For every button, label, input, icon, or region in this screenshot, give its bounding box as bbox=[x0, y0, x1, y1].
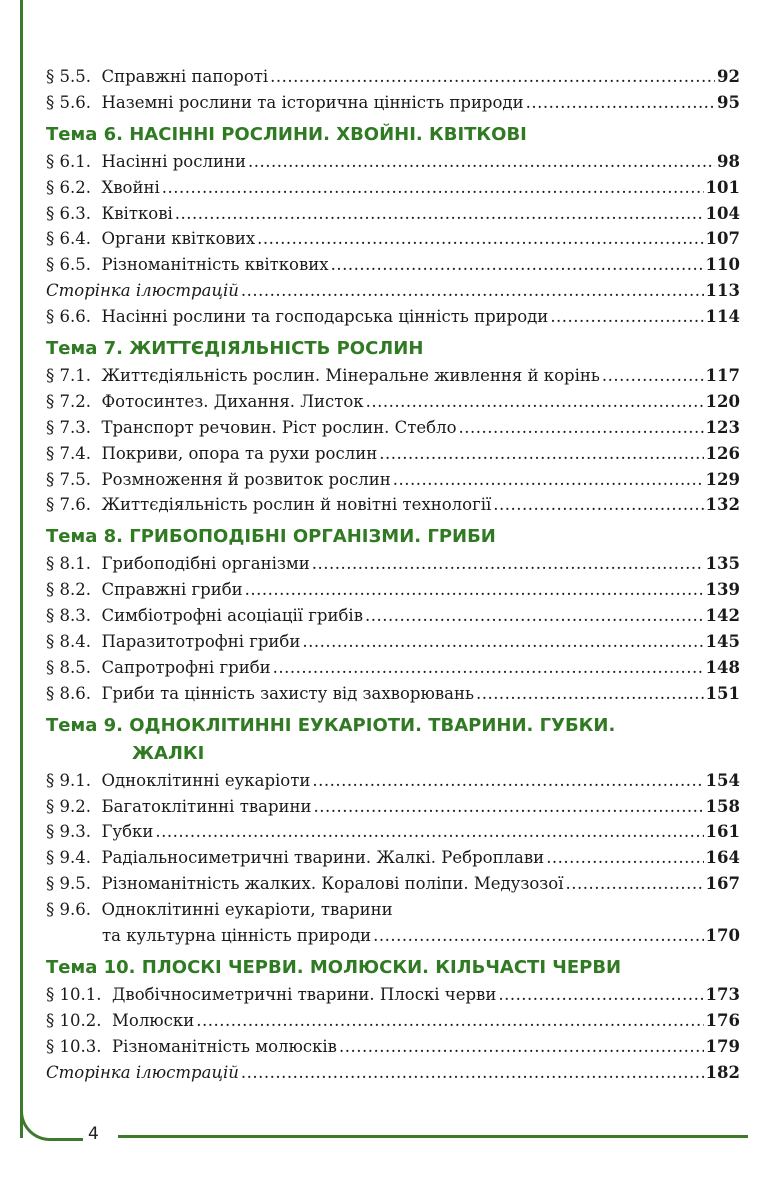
toc-entry-title-text: Одноклітинні еукаріоти, тварини bbox=[101, 900, 393, 920]
section-number: § 8.4. bbox=[46, 632, 91, 652]
dot-leader bbox=[155, 819, 703, 845]
section-number: § 5.6. bbox=[46, 92, 91, 112]
toc-page-number: 158 bbox=[705, 796, 740, 816]
section-number: § 6.4. bbox=[46, 229, 91, 249]
toc-page-number: 179 bbox=[705, 1036, 740, 1056]
section-number: § 7.4. bbox=[46, 443, 91, 463]
dot-leader bbox=[339, 1034, 704, 1060]
dot-leader bbox=[175, 201, 704, 227]
toc-page-number: 142 bbox=[705, 606, 740, 626]
table-of-contents bbox=[46, 64, 740, 1086]
toc-entry-title bbox=[46, 467, 391, 493]
dot-leader bbox=[245, 577, 704, 603]
toc-entry-title bbox=[46, 768, 310, 794]
toc-entry[interactable] bbox=[46, 441, 740, 467]
section-number: § 7.2. bbox=[46, 391, 91, 411]
dot-leader bbox=[248, 149, 715, 175]
section-number: § 8.3. bbox=[46, 606, 91, 626]
dot-leader bbox=[366, 389, 704, 415]
dot-leader bbox=[526, 90, 715, 116]
toc-entry[interactable] bbox=[46, 389, 740, 415]
toc-page-number: 101 bbox=[705, 177, 740, 197]
toc-entry-title-text: Справжні папороті bbox=[101, 67, 269, 86]
toc-page-number: 113 bbox=[705, 281, 740, 301]
toc-entry[interactable] bbox=[46, 226, 740, 252]
section-number: § 8.6. bbox=[46, 683, 91, 703]
toc-entry-title bbox=[46, 492, 491, 518]
toc-entry-title bbox=[46, 389, 364, 415]
toc-entry-title bbox=[46, 681, 474, 707]
topic-heading: Тема 6. НАСІННІ РОСЛИНИ. ХВОЙНІ. КВІТКОВІ bbox=[46, 123, 527, 145]
section-number: § 8.5. bbox=[46, 657, 91, 677]
toc-entry-title-text: Фотосинтез. Дихання. Листок bbox=[101, 391, 364, 411]
dot-leader bbox=[476, 681, 704, 707]
toc-entry-title-text: Радіальносиметричні тварини. Жалкі. Реброплави bbox=[101, 848, 545, 868]
toc-entry-title-text: Різноманітність жалких. Коралові поліпи. Медузозої bbox=[101, 874, 564, 894]
toc-entry-title-text: та культурна цінність природи bbox=[102, 926, 372, 946]
dot-leader bbox=[459, 415, 704, 441]
toc-entry-title-text: Симбіотрофні асоціації грибів bbox=[101, 606, 363, 626]
toc-page-number: 135 bbox=[705, 554, 740, 574]
toc-page-number: 132 bbox=[705, 495, 740, 515]
toc-page-number: 110 bbox=[705, 255, 740, 275]
toc-entry-title-text: Багатоклітинні тварини bbox=[101, 796, 312, 816]
toc-entry-title bbox=[46, 794, 312, 820]
toc-page-number: 139 bbox=[705, 580, 740, 600]
section-number: § 5.5. bbox=[46, 67, 91, 86]
toc-entry-title-text: Паразитотрофні гриби bbox=[101, 632, 301, 652]
toc-entry-title-text: Транспорт речовин. Ріст рослин. Стебло bbox=[101, 417, 457, 437]
toc-entry[interactable] bbox=[46, 768, 740, 794]
dot-leader bbox=[162, 175, 704, 201]
toc-page-number: 164 bbox=[705, 848, 740, 868]
toc-entry-title bbox=[46, 201, 173, 227]
toc-entry-title bbox=[46, 603, 363, 629]
toc-entry-title-text: Розмноження й розвиток рослин bbox=[101, 469, 391, 489]
section-number: § 6.1. bbox=[46, 151, 91, 171]
section-number: § 6.3. bbox=[46, 203, 91, 223]
toc-entry[interactable] bbox=[46, 304, 740, 330]
toc-entry-title bbox=[46, 252, 329, 278]
toc-page-number: 154 bbox=[705, 770, 740, 790]
toc-entry-title bbox=[46, 278, 239, 304]
toc-page-number: 151 bbox=[705, 683, 740, 703]
toc-page-number: 95 bbox=[717, 92, 740, 112]
toc-entry-title-text: Грибоподібні організми bbox=[101, 554, 310, 574]
dot-leader bbox=[493, 492, 703, 518]
toc-entry[interactable] bbox=[46, 681, 740, 707]
dot-leader bbox=[498, 982, 703, 1008]
page-number: 4 bbox=[88, 1124, 99, 1144]
toc-entry[interactable] bbox=[46, 415, 740, 441]
toc-entry-title bbox=[46, 304, 548, 330]
toc-entry[interactable] bbox=[46, 278, 740, 304]
section-number: § 7.6. bbox=[46, 495, 91, 515]
toc-entry-title-text: Життєдіяльність рослин. Мінеральне живлення й корінь bbox=[101, 366, 600, 386]
toc-page-number: 104 bbox=[705, 203, 740, 223]
dot-leader bbox=[241, 1060, 704, 1086]
toc-page-number: 107 bbox=[705, 229, 740, 249]
toc-entry-title bbox=[46, 577, 243, 603]
dot-leader bbox=[566, 871, 704, 897]
toc-page-number: 145 bbox=[705, 632, 740, 652]
toc-entry-title bbox=[46, 551, 310, 577]
toc-entry-title bbox=[46, 226, 255, 252]
dot-leader bbox=[270, 64, 715, 90]
toc-entry-title bbox=[46, 149, 246, 175]
toc-page-number: 167 bbox=[705, 874, 740, 894]
section-number: § 6.5. bbox=[46, 255, 91, 275]
toc-entry-title-text: Насінні рослини bbox=[101, 151, 246, 171]
toc-entry[interactable] bbox=[46, 897, 740, 923]
toc-entry[interactable] bbox=[46, 577, 740, 603]
section-number: § 9.6. bbox=[46, 900, 91, 920]
topic-heading: Тема 7. ЖИТТЄДІЯЛЬНІСТЬ РОСЛИН bbox=[46, 338, 424, 360]
toc-page-number: 123 bbox=[705, 417, 740, 437]
toc-entry-title-text: Двобічносиметричні тварини. Плоскі черви bbox=[111, 984, 497, 1004]
toc-entry-title bbox=[46, 64, 268, 90]
section-number: § 9.2. bbox=[46, 796, 91, 816]
toc-entry-title-text: Життєдіяльність рослин й новітні технології bbox=[101, 495, 492, 515]
dot-leader bbox=[302, 629, 703, 655]
toc-entry[interactable] bbox=[46, 794, 740, 820]
section-number: § 7.1. bbox=[46, 366, 91, 386]
toc-entry-title-text: Квіткові bbox=[101, 203, 173, 223]
section-number: § 10.3. bbox=[46, 1036, 102, 1056]
toc-entry-title bbox=[46, 982, 496, 1008]
toc-entry[interactable] bbox=[46, 923, 740, 949]
section-number: § 8.2. bbox=[46, 580, 91, 600]
toc-entry-title-text: Губки bbox=[101, 822, 154, 842]
toc-entry-title bbox=[46, 655, 271, 681]
dot-leader bbox=[602, 363, 704, 389]
page-frame-corner bbox=[20, 1108, 83, 1141]
toc-entry-title-text: Насінні рослини та господарська цінність природи bbox=[101, 307, 549, 327]
toc-page-number: 170 bbox=[705, 926, 740, 946]
topic-heading: Тема 10. ПЛОСКІ ЧЕРВИ. МОЛЮСКИ. КІЛЬЧАСТІ ЧЕРВИ bbox=[46, 956, 622, 978]
dot-leader bbox=[273, 655, 704, 681]
toc-entry-title-text: Органи квіткових bbox=[101, 229, 256, 249]
toc-entry[interactable] bbox=[46, 819, 740, 845]
dot-leader bbox=[312, 551, 704, 577]
toc-page-number: 117 bbox=[705, 366, 740, 386]
toc-page-number: 120 bbox=[705, 391, 740, 411]
toc-entry-title-text: Одноклітинні еукаріоти bbox=[101, 770, 311, 790]
toc-entry-title-text: Сторінка ілюстрацій bbox=[46, 281, 239, 301]
section-number: § 9.1. bbox=[46, 770, 91, 790]
toc-entry[interactable] bbox=[46, 467, 740, 493]
toc-page-number: 161 bbox=[705, 822, 740, 842]
dot-leader bbox=[331, 252, 704, 278]
section-number: § 8.1. bbox=[46, 554, 91, 574]
toc-entry-title bbox=[46, 415, 457, 441]
toc-entry[interactable] bbox=[46, 982, 740, 1008]
topic-heading: Тема 8. ГРИБОПОДІБНІ ОРГАНІЗМИ. ГРИБИ bbox=[46, 526, 496, 548]
toc-page-number: 129 bbox=[705, 469, 740, 489]
toc-entry-title bbox=[46, 629, 300, 655]
dot-leader bbox=[393, 467, 704, 493]
toc-entry-title bbox=[46, 1034, 337, 1060]
section-number: § 7.3. bbox=[46, 417, 91, 437]
dot-leader bbox=[196, 1008, 703, 1034]
page-frame-left-border bbox=[20, 0, 23, 1138]
toc-entry-title bbox=[46, 175, 160, 201]
toc-entry[interactable] bbox=[46, 845, 740, 871]
toc-entry[interactable] bbox=[46, 1008, 740, 1034]
section-number: § 10.2. bbox=[46, 1010, 102, 1030]
section-number: § 7.5. bbox=[46, 469, 91, 489]
section-number: § 9.3. bbox=[46, 822, 91, 842]
toc-entry-title bbox=[46, 1060, 239, 1086]
toc-entry-title bbox=[46, 441, 377, 467]
dot-leader bbox=[379, 441, 703, 467]
toc-entry-title-text: Покриви, опора та рухи рослин bbox=[101, 443, 378, 463]
dot-leader bbox=[257, 226, 703, 252]
topic-heading: ЖАЛКІ bbox=[132, 742, 205, 764]
toc-entry-title bbox=[102, 923, 371, 949]
toc-entry[interactable] bbox=[46, 201, 740, 227]
toc-entry-title-text: Справжні гриби bbox=[101, 580, 243, 600]
toc-entry-title-text: Різноманітність квіткових bbox=[101, 255, 329, 275]
dot-leader bbox=[241, 278, 704, 304]
toc-entry-title-text: Сторінка ілюстрацій bbox=[46, 1062, 239, 1082]
toc-entry[interactable] bbox=[46, 871, 740, 897]
toc-entry[interactable] bbox=[46, 603, 740, 629]
toc-entry[interactable] bbox=[46, 629, 740, 655]
section-number: § 9.5. bbox=[46, 874, 91, 894]
dot-leader bbox=[373, 923, 703, 949]
toc-entry-title bbox=[46, 363, 600, 389]
section-number: § 10.1. bbox=[46, 984, 102, 1004]
dot-leader bbox=[546, 845, 703, 871]
toc-entry-title-text: Наземні рослини та історична цінність природи bbox=[101, 92, 524, 112]
toc-entry-title-text: Гриби та цінність захисту від захворювань bbox=[101, 683, 474, 703]
toc-entry[interactable] bbox=[46, 252, 740, 278]
toc-page-number: 173 bbox=[705, 984, 740, 1004]
toc-entry-title bbox=[46, 90, 524, 116]
dot-leader bbox=[314, 794, 704, 820]
toc-entry[interactable] bbox=[46, 175, 740, 201]
toc-entry-title bbox=[46, 871, 564, 897]
toc-entry-title-text: Сапротрофні гриби bbox=[101, 657, 271, 677]
toc-page-number: 92 bbox=[717, 67, 740, 86]
section-number: § 6.2. bbox=[46, 177, 91, 197]
section-number: § 6.6. bbox=[46, 307, 91, 327]
toc-entry-title-text: Молюски bbox=[111, 1010, 195, 1030]
toc-page-number: 126 bbox=[705, 443, 740, 463]
toc-entry-title bbox=[46, 1008, 194, 1034]
section-number: § 9.4. bbox=[46, 848, 91, 868]
toc-entry-title bbox=[46, 819, 153, 845]
toc-entry[interactable] bbox=[46, 1060, 740, 1086]
toc-entry[interactable] bbox=[46, 64, 740, 90]
toc-page-number: 182 bbox=[705, 1062, 740, 1082]
dot-leader bbox=[365, 603, 704, 629]
toc-entry-title bbox=[46, 897, 393, 923]
toc-entry-title-text: Хвойні bbox=[101, 177, 160, 197]
toc-page-number: 176 bbox=[705, 1010, 740, 1030]
dot-leader bbox=[312, 768, 703, 794]
toc-entry[interactable] bbox=[46, 551, 740, 577]
toc-entry[interactable] bbox=[46, 90, 740, 116]
toc-page-number: 114 bbox=[705, 307, 740, 327]
toc-entry-title bbox=[46, 845, 544, 871]
toc-entry[interactable] bbox=[46, 1034, 740, 1060]
toc-page-number: 148 bbox=[705, 657, 740, 677]
dot-leader bbox=[550, 304, 703, 330]
topic-heading: Тема 9. ОДНОКЛІТИННІ ЕУКАРІОТИ. ТВАРИНИ. ГУБКИ. bbox=[46, 714, 616, 736]
toc-entry-title-text: Різноманітність молюсків bbox=[111, 1036, 337, 1056]
toc-entry[interactable] bbox=[46, 149, 740, 175]
toc-page-number: 98 bbox=[717, 151, 740, 171]
toc-entry[interactable] bbox=[46, 363, 740, 389]
toc-entry[interactable] bbox=[46, 492, 740, 518]
toc-entry[interactable] bbox=[46, 655, 740, 681]
page-frame-bottom-rule bbox=[118, 1135, 748, 1138]
